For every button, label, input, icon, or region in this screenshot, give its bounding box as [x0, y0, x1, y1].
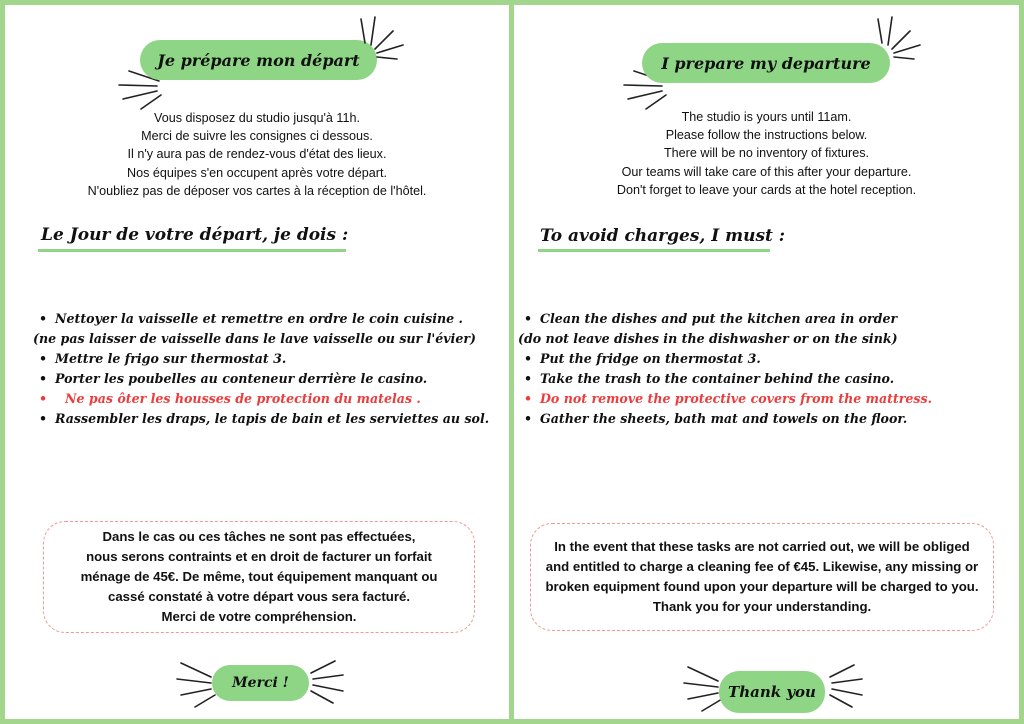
notice-line: In the event that these tasks are not carried out, we will be obliged [554, 539, 970, 554]
english-title: I prepare my departure [661, 53, 871, 73]
intro-line: Please follow the instructions below. [665, 128, 868, 143]
task-item: • Take the trash to the container behind the casino. [518, 369, 932, 389]
notice-line: Thank you for your understanding. [652, 599, 872, 614]
task-note: (do not leave dishes in the dishwasher or on the sink) [518, 331, 898, 346]
french-title-pill [140, 40, 377, 80]
intro-line: Our teams will take care of this after your departure. [621, 164, 912, 179]
task-item: • Porter les poubelles au conteneur derrière le casino. [33, 369, 489, 389]
sparkle-burst-icon [818, 659, 878, 709]
task-item: • Gather the sheets, bath mat and towels on the floor. [518, 409, 932, 429]
notice-line: ménage de 45€. De même, tout équipement manquant ou [80, 569, 438, 584]
task-item: • Rassembler les draps, le tapis de bain et les serviettes au sol. [33, 409, 489, 429]
task-note: (ne pas laisser de vaisselle dans le lave vaisselle ou sur l'évier) [33, 331, 476, 346]
notice-line: Merci de votre compréhension. [161, 609, 357, 624]
french-title: Je prépare mon départ [157, 50, 360, 70]
intro-line: Il n'y aura pas de rendez-vous d'état des lieux. [127, 147, 387, 162]
english-heading: To avoid charges, I must : [540, 226, 786, 246]
english-task-list [518, 309, 932, 429]
task-item-warning: • Do not remove the protective covers from the mattress. [518, 389, 932, 409]
french-charge-notice [43, 521, 475, 633]
english-closing: Thank you [728, 683, 816, 701]
english-title-pill [642, 43, 890, 83]
sparkle-burst-icon [357, 13, 417, 63]
english-closing-pill [719, 671, 825, 713]
french-task-list [33, 309, 489, 429]
english-heading-underline [538, 249, 770, 252]
notice-line: Dans le cas ou ces tâches ne sont pas effectuées, [102, 529, 416, 544]
intro-line: There will be no inventory of fixtures. [663, 146, 870, 161]
intro-line: The studio is yours until 11am. [681, 110, 852, 124]
french-closing: Merci ! [232, 675, 289, 691]
notice-line: and entitled to charge a cleaning fee of €45. Likewise, any missing or [545, 559, 979, 574]
notice-line: cassé constaté à votre départ vous sera facturé. [108, 589, 410, 604]
task-item-warning: • Ne pas ôter les housses de protection du matelas . [33, 389, 489, 409]
intro-line: Vous disposez du studio jusqu'à 11h. [154, 111, 360, 125]
notice-line: broken equipment found upon your departure will be charged to you. [545, 579, 979, 594]
sparkle-burst-icon [874, 13, 934, 63]
sparkle-burst-icon [299, 655, 359, 705]
french-closing-pill [212, 665, 309, 701]
french-intro [5, 109, 509, 200]
french-heading: Le Jour de votre départ, je dois : [41, 225, 349, 245]
french-heading-underline [38, 249, 346, 252]
task-item: • Put the fridge on thermostat 3. [518, 349, 932, 369]
task-item: • Clean the dishes and put the kitchen area in order [518, 309, 932, 329]
task-item: • Nettoyer la vaisselle et remettre en ordre le coin cuisine . [33, 309, 489, 329]
intro-line: Nos équipes s'en occupent après votre départ. [126, 165, 388, 180]
intro-line: N'oubliez pas de déposer vos cartes à la réception de l'hôtel. [87, 183, 427, 198]
task-item: • Mettre le frigo sur thermostat 3. [33, 349, 489, 369]
intro-line: Don't forget to leave your cards at the hotel reception. [616, 182, 917, 197]
notice-line: nous serons contraints et en droit de facturer un forfait [86, 549, 432, 564]
english-charge-notice [530, 523, 994, 631]
english-intro [514, 108, 1019, 199]
intro-line: Merci de suivre les consignes ci dessous. [141, 129, 373, 144]
english-panel [509, 0, 1024, 724]
